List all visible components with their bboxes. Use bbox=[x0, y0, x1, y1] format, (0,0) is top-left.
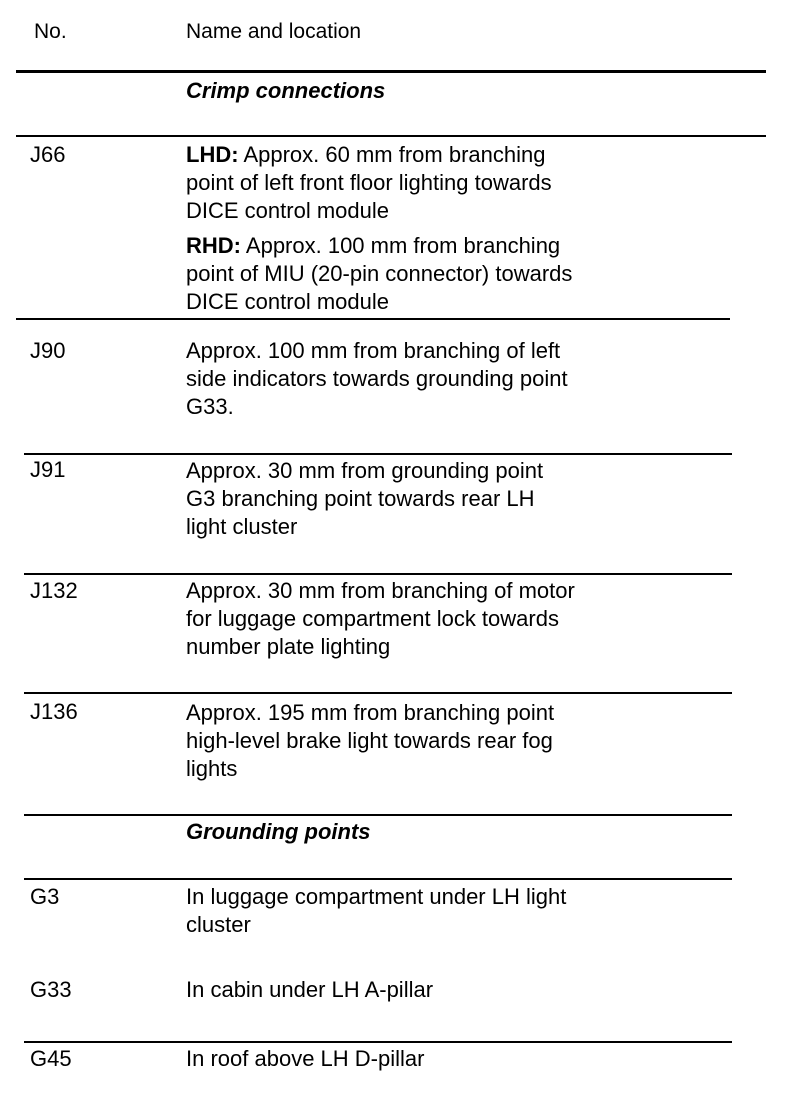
section-title-crimp-connections: Crimp connections bbox=[186, 78, 386, 103]
desc-line: In cabin under LH A-pillar bbox=[186, 977, 434, 1002]
desc-line: Approx. 30 mm from branching of motor bbox=[186, 578, 575, 603]
desc-line: G3 branching point towards rear LH bbox=[186, 486, 535, 511]
row-desc-j132 bbox=[186, 577, 656, 661]
desc-line: for luggage compartment lock towards bbox=[186, 606, 559, 631]
row-desc-j91 bbox=[186, 457, 656, 541]
section-title-grounding-points: Grounding points bbox=[186, 819, 371, 844]
row-no-g45: G45 bbox=[30, 1046, 72, 1071]
row-desc-g45 bbox=[186, 1045, 656, 1073]
desc-line: In roof above LH D-pillar bbox=[186, 1046, 425, 1071]
row-desc-g3 bbox=[186, 883, 656, 939]
column-header-no: No. bbox=[34, 20, 67, 43]
desc-line: In luggage compartment under LH light bbox=[186, 884, 567, 909]
desc-line: point of left front floor lighting towards bbox=[186, 170, 552, 195]
row-divider bbox=[24, 1041, 732, 1043]
desc-line: G33. bbox=[186, 394, 234, 419]
row-divider bbox=[16, 318, 730, 320]
row-divider bbox=[24, 814, 732, 816]
row-desc-j136 bbox=[186, 699, 656, 783]
desc-line: Approx. 195 mm from branching point bbox=[186, 700, 555, 725]
row-no-j91: J91 bbox=[30, 457, 66, 482]
desc-line: Approx. 100 mm from branching bbox=[245, 233, 561, 258]
row-no-j66: J66 bbox=[30, 142, 66, 167]
row-desc-g33 bbox=[186, 976, 656, 1004]
row-no-j90: J90 bbox=[30, 338, 66, 363]
section-divider bbox=[24, 878, 732, 880]
row-divider bbox=[24, 453, 732, 455]
row-no-g3: G3 bbox=[30, 884, 60, 909]
rhd-prefix: RHD: bbox=[186, 233, 241, 258]
header-divider bbox=[16, 70, 766, 73]
row-desc-j90 bbox=[186, 337, 656, 421]
section-divider bbox=[16, 135, 766, 137]
desc-line: light cluster bbox=[186, 514, 298, 539]
desc-line: side indicators towards grounding point bbox=[186, 366, 568, 391]
desc-line: DICE control module bbox=[186, 198, 389, 223]
desc-line: Approx. 100 mm from branching of left bbox=[186, 338, 561, 363]
desc-line: high-level brake light towards rear fog bbox=[186, 728, 553, 753]
row-no-g33: G33 bbox=[30, 977, 72, 1002]
desc-line: number plate lighting bbox=[186, 634, 391, 659]
desc-line: lights bbox=[186, 756, 238, 781]
desc-line: Approx. 60 mm from branching bbox=[243, 142, 546, 167]
desc-line: point of MIU (20-pin connector) towards bbox=[186, 261, 573, 286]
row-divider bbox=[24, 692, 732, 694]
row-no-j136: J136 bbox=[30, 699, 78, 724]
row-no-j132: J132 bbox=[30, 578, 78, 603]
desc-line: cluster bbox=[186, 912, 251, 937]
desc-line: Approx. 30 mm from grounding point bbox=[186, 458, 544, 483]
desc-line: DICE control module bbox=[186, 289, 389, 314]
row-desc-j66-rhd bbox=[186, 232, 656, 316]
column-header-name-location: Name and location bbox=[186, 20, 362, 43]
row-divider bbox=[24, 573, 732, 575]
row-desc-j66-lhd bbox=[186, 141, 656, 225]
lhd-prefix: LHD: bbox=[186, 142, 239, 167]
